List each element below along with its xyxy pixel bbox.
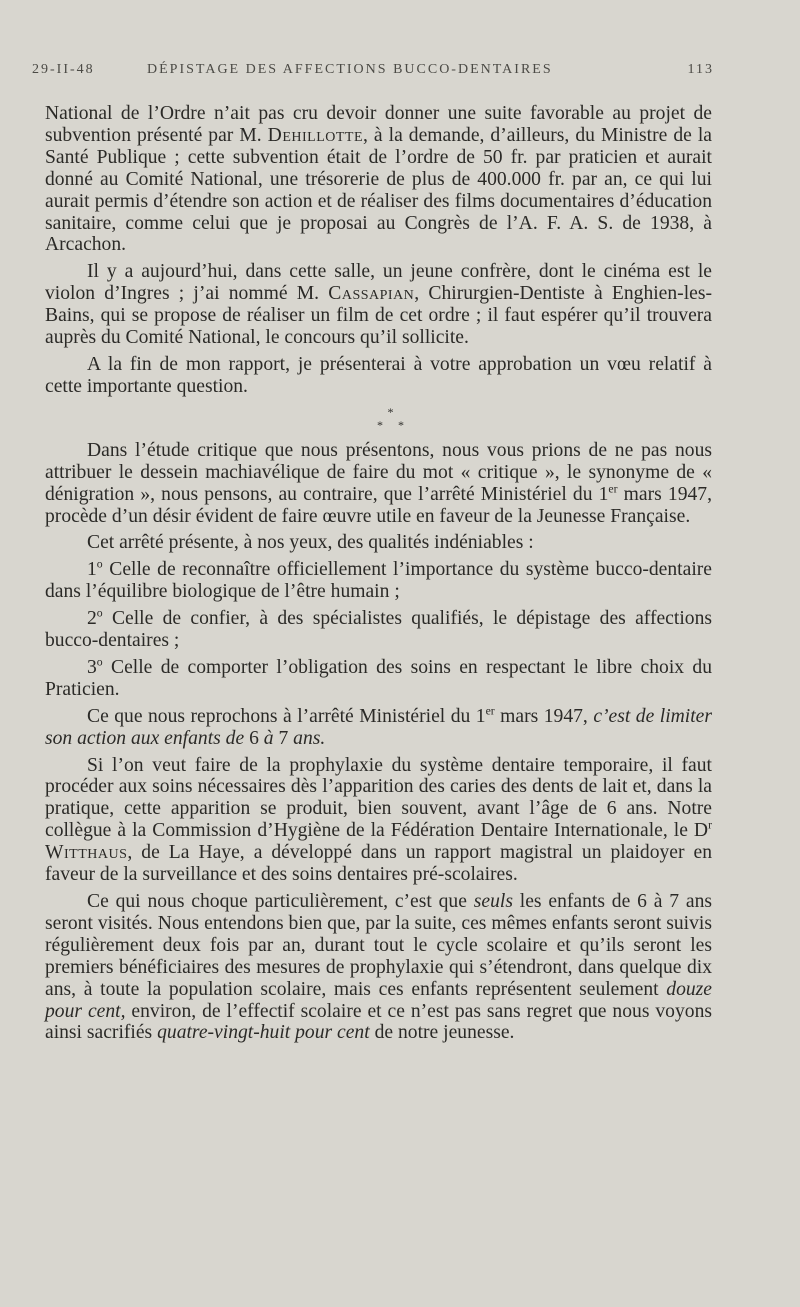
- paragraph-10: Si l’on veut faire de la prophylaxie du système dentaire temporaire, il faut procéder aux soins nécessaires dès l’apparition des caries des dents de lait et, dans la pratique, cette apparition se produit, bien souvent, avant l’âge de 6 ans. Notre collègue à la Commission d’Hygiène de la Fédération Dentaire Internationale, le $D^r$ Witthaus, de La Haye, a développé dans un rapport magistral un plaidoyer en faveur de la surveillance et des soins dentaires pré-scolaires.: [45, 754, 712, 886]
- body-text: [45, 103, 712, 1049]
- paragraph-4: Dans l’étude critique que nous présentons, nous vous prions de ne pas nous attribuer le dessein machiavélique de faire du mot « critique », le synonyme de « dénigration », nous pensons, au contraire, que l’arrêté Ministériel du 1er mars 1947, procède d’un désir évident de faire œuvre utile en faveur de la Jeunesse Française.: [45, 439, 712, 527]
- paragraph-2: Il y a aujourd’hui, dans cette salle, un jeune confrère, dont le cinéma est le violon d’Ingres ; j’ai nommé M. Cassapian, Chirurgien-Dentiste à Enghien-les-Bains, qui se propose de réaliser un film de cet ordre ; il faut espérer qu’il trouvera auprès du Comité National, le concours qu’il sollicite.: [45, 261, 712, 349]
- running-header: [32, 62, 714, 82]
- paragraph-9: Ce que nous reprochons à l’arrêté Ministériel du 1er mars 1947, c’est de limiter son action aux enfants de 6 à 7 ans.: [45, 704, 712, 749]
- paragraph-5: Cet arrêté présente, à nos yeux, des qualités indéniables :: [87, 532, 534, 554]
- page-number: 113: [687, 62, 714, 77]
- list-item-2: 2$^o$ Celle de confier, à des spécialistes qualifiés, le dépistage des affections bucco-dentaires ;: [45, 606, 712, 652]
- section-separator: [45, 406, 712, 432]
- list-item-1: 1$^o$ Celle de reconnaître officiellement l’importance du système bucco-dentaire dans l’équilibre biologique de l’être humain ;: [45, 557, 712, 603]
- paragraph-3: A la fin de mon rapport, je présenterai à votre approbation un vœu relatif à cette importante question.: [45, 353, 712, 397]
- person-name-dehillotte: Dehillotte: [267, 124, 364, 146]
- person-name-witthaus: Witthaus: [45, 842, 128, 864]
- list-item-3: 3$^o$ Celle de comporter l’obligation des soins en respectant le libre choix du Praticien.: [45, 655, 712, 700]
- paragraph-1: National de l’Ordre n’ait pas cru devoir donner une suite favorable au projet de subvention présenté par M. Dehillotte, à la demande, d’ailleurs, du Ministre de la Santé Publique ; cette subvention était de l’ordre de 50 fr. par praticien et aurait donné au Comité National, une trésorerie de plus de 400.000 fr. par an, ce qui lui aurait permis d’étendre son action et de réaliser des films documentaires d’éducation sanitaire, comme celui que je proposai au Congrès de l’A. F. A. S. de 1938, à Arcachon.: [45, 103, 713, 256]
- separator-star-top: *: [387, 404, 400, 419]
- header-title: DÉPISTAGE DES AFFECTIONS BUCCO-DENTAIRES: [147, 62, 553, 77]
- separator-stars-bottom: * *: [377, 417, 410, 432]
- person-name-cassapian: Cassapian: [328, 283, 415, 305]
- paragraph-11: Ce qui nous choque particulièrement, c’est que seuls les enfants de 6 à 7 ans seront visités. Nous entendons bien que, par la suite, ces mêmes enfants seront suivis régulièrement deux fois par an, durant tout le cycle scolaire et qu’ils seront les premiers bénéficiaires des mesures de prophylaxie qui s’étendront, dans quelque dix ans, à toute la population scolaire, mais ces enfants représentent seulement douze pour cent, environ, de l’effectif scolaire et ce n’est pas sans regret que nous voyons ainsi sacrifiés quatre-vingt-huit pour cent de notre jeunesse.: [45, 891, 712, 1044]
- header-date: 29-II-48: [32, 62, 95, 77]
